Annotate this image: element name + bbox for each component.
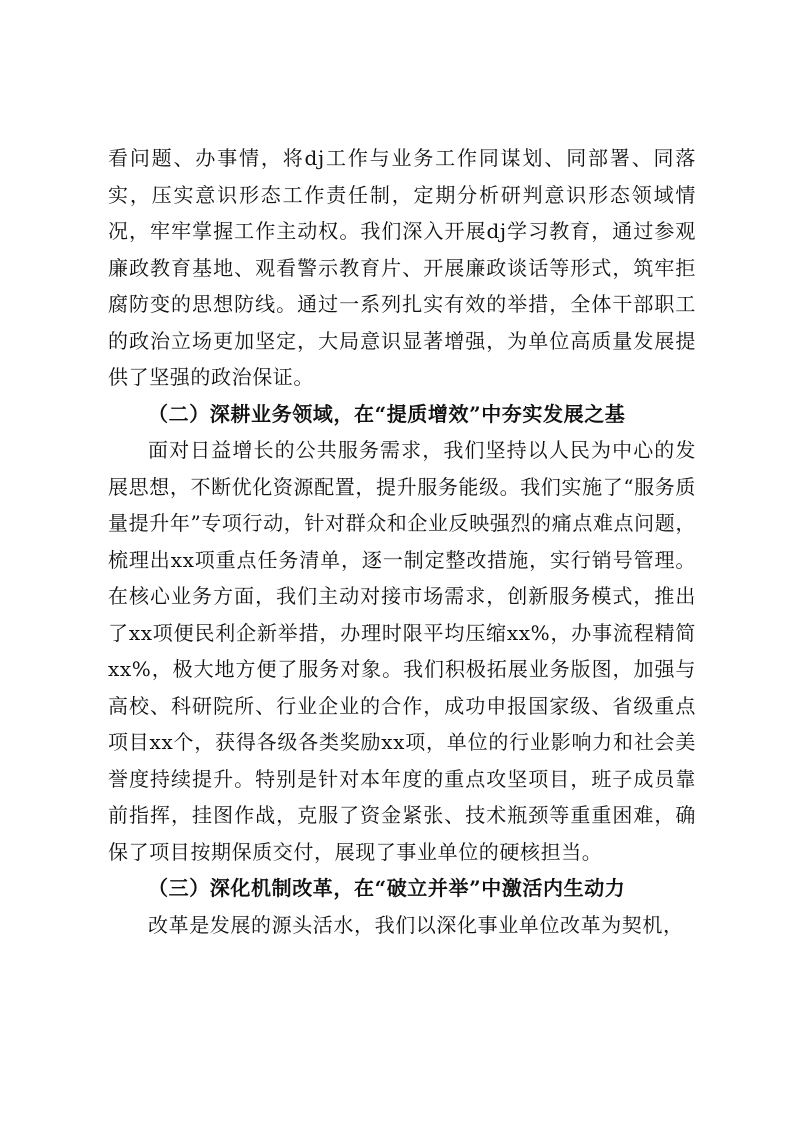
document-body: [108, 140, 696, 943]
body-paragraph: 看问题、办事情，将dj工作与业务工作同谋划、同部署、同落实，压实意识形态工作责任制，定期分析研判意识形态领域情况，牢牢掌握工作主动权。我们深入开展dj学习教育，通过参观廉政教育基地、观看警示教育片、开展廉政谈话等形式，筑牢拒腐防变的思想防线。通过一系列扎实有效的举措，全体干部职工的政治立场更加坚定，大局意识显著增强，为单位高质量发展提供了坚强的政治保证。: [108, 146, 696, 389]
section-heading: （三）深化机制改革，在“破立并举”中激活内生动力: [148, 876, 626, 900]
section-heading: （二）深耕业务领域，在“提质增效”中夯实发展之基: [148, 401, 626, 426]
body-paragraph: 面对日益增长的公共服务需求，我们坚持以人民为中心的发展思想，不断优化资源配置，提升服务能级。我们实施了“服务质量提升年”专项行动，针对群众和企业反映强烈的痛点难点问题，梳理出xx项重点任务清单，逐一制定整改措施，实行销号管理。在核心业务方面，我们主动对接市场需求，创新服务模式，推出了xx项便民利企新举措，办理时限平均压缩xx%，办事流程精简xx%，极大地方便了服务对象。我们积极拓展业务版图，加强与高校、科研院所、行业企业的合作，成功申报国家级、省级重点项目xx个，获得各级各类奖励xx项，单位的行业影响力和社会美誉度持续提升。特别是针对本年度的重点攻坚项目，班子成员靠前指挥，挂图作战，克服了资金紧张、技术瓶颈等重重困难，确保了项目按期保质交付，展现了事业单位的硬核担当。: [108, 438, 696, 864]
body-paragraph: 改革是发展的源头活水，我们以深化事业单位改革为契机，: [148, 912, 684, 937]
